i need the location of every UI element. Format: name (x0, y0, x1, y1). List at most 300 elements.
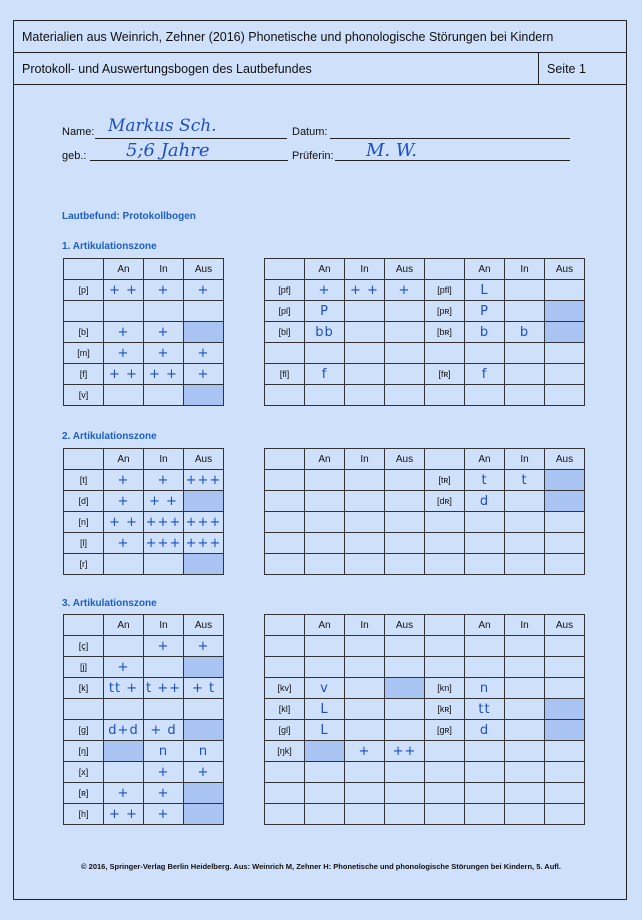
handwritten-mark: +++ (145, 514, 182, 530)
table-row (64, 301, 224, 322)
result-cell[interactable] (545, 636, 585, 657)
result-cell[interactable] (545, 512, 585, 533)
result-cell[interactable] (545, 301, 585, 322)
header-blank (265, 615, 305, 636)
result-cell[interactable] (465, 783, 505, 804)
table-row (265, 741, 585, 762)
handwritten-mark: n (158, 743, 169, 759)
result-cell[interactable] (505, 533, 545, 554)
sound-label: [fl] (265, 364, 305, 385)
handwritten-mark: + (117, 345, 130, 361)
result-cell[interactable] (385, 762, 425, 783)
header-row (265, 449, 585, 470)
result-cell[interactable] (184, 554, 224, 575)
sound-label: [h] (64, 804, 104, 825)
sound-label (265, 657, 305, 678)
result-cell[interactable] (345, 699, 385, 720)
result-cell[interactable] (545, 470, 585, 491)
result-cell[interactable] (184, 783, 224, 804)
handwritten-mark: + (197, 345, 210, 361)
result-cell[interactable] (305, 385, 345, 406)
handwritten-mark: d (479, 493, 490, 509)
result-cell[interactable] (305, 657, 345, 678)
result-cell[interactable] (305, 741, 345, 762)
result-cell[interactable] (104, 678, 144, 699)
handwritten-mark: + (157, 282, 170, 298)
result-cell[interactable] (505, 343, 545, 364)
handwritten-mark: + (157, 806, 170, 822)
result-cell[interactable] (104, 657, 144, 678)
age-value[interactable]: 5;6 Jahre (126, 140, 210, 161)
result-cell[interactable] (545, 783, 585, 804)
result-cell[interactable] (465, 554, 505, 575)
table-row (265, 343, 585, 364)
handwritten-mark: + + (109, 282, 138, 298)
result-cell[interactable] (545, 554, 585, 575)
handwritten-mark: + (157, 345, 170, 361)
column-header: In (505, 615, 545, 636)
result-cell[interactable] (505, 491, 545, 512)
handwritten-mark: + (197, 282, 210, 298)
result-cell[interactable] (184, 636, 224, 657)
sound-label: [t] (64, 470, 104, 491)
result-cell[interactable] (505, 364, 545, 385)
header-blank (425, 449, 465, 470)
result-cell[interactable] (104, 533, 144, 554)
result-cell[interactable] (505, 741, 545, 762)
result-cell[interactable] (545, 533, 585, 554)
result-cell[interactable] (545, 741, 585, 762)
result-cell[interactable] (305, 720, 345, 741)
sound-label: [kn] (425, 678, 465, 699)
result-cell[interactable] (184, 699, 224, 720)
table-row (265, 783, 585, 804)
result-cell[interactable] (505, 762, 545, 783)
header-blank (425, 615, 465, 636)
table-row (64, 636, 224, 657)
result-cell[interactable] (465, 678, 505, 699)
result-cell[interactable] (345, 491, 385, 512)
result-cell[interactable] (465, 512, 505, 533)
result-cell[interactable] (144, 385, 184, 406)
result-cell[interactable] (345, 554, 385, 575)
handwritten-mark: ++ (392, 743, 417, 759)
result-cell[interactable] (104, 280, 144, 301)
table-row (265, 322, 585, 343)
result-cell[interactable] (545, 385, 585, 406)
sound-label (64, 301, 104, 322)
handwritten-mark: + (398, 282, 411, 298)
column-header: Aus (545, 615, 585, 636)
handwritten-mark: + (117, 472, 130, 488)
result-cell[interactable] (184, 762, 224, 783)
sound-label: [m] (64, 343, 104, 364)
result-cell[interactable] (345, 301, 385, 322)
result-cell[interactable] (345, 385, 385, 406)
result-cell[interactable] (345, 364, 385, 385)
result-cell[interactable] (184, 657, 224, 678)
handwritten-mark: + (117, 659, 130, 675)
result-cell[interactable] (345, 280, 385, 301)
column-header: Aus (385, 259, 425, 280)
result-cell[interactable] (385, 301, 425, 322)
sound-label: [bl] (265, 322, 305, 343)
handwritten-mark: + d (150, 722, 177, 738)
column-header: An (104, 449, 144, 470)
name-value[interactable]: Markus Sch. (108, 116, 217, 136)
name-line (95, 138, 287, 139)
result-cell[interactable] (144, 554, 184, 575)
result-cell[interactable] (505, 720, 545, 741)
header-blank (64, 615, 104, 636)
table-row (64, 720, 224, 741)
sound-label: [g] (64, 720, 104, 741)
result-cell[interactable] (144, 699, 184, 720)
sound-label (265, 533, 305, 554)
header-blank (425, 259, 465, 280)
result-cell[interactable] (184, 470, 224, 491)
result-cell[interactable] (104, 741, 144, 762)
column-header: Aus (385, 615, 425, 636)
result-cell[interactable] (184, 280, 224, 301)
result-cell[interactable] (184, 301, 224, 322)
handwritten-mark: + (157, 472, 170, 488)
column-header: Aus (184, 615, 224, 636)
result-cell[interactable] (104, 636, 144, 657)
handwritten-mark: v (320, 680, 329, 696)
result-cell[interactable] (385, 699, 425, 720)
table-row (265, 636, 585, 657)
result-cell[interactable] (385, 678, 425, 699)
table-row (265, 385, 585, 406)
result-cell[interactable] (305, 322, 345, 343)
result-cell[interactable] (465, 533, 505, 554)
sound-label: [j] (64, 657, 104, 678)
result-cell[interactable] (144, 280, 184, 301)
result-cell[interactable] (104, 804, 144, 825)
result-cell[interactable] (345, 783, 385, 804)
result-cell[interactable] (385, 636, 425, 657)
result-cell[interactable] (184, 491, 224, 512)
result-cell[interactable] (104, 470, 144, 491)
handwritten-mark: + (197, 638, 210, 654)
column-header: An (465, 615, 505, 636)
sound-label (265, 554, 305, 575)
sound-label: [b] (64, 322, 104, 343)
result-cell[interactable] (144, 470, 184, 491)
result-cell[interactable] (345, 720, 385, 741)
sound-label (425, 385, 465, 406)
result-cell[interactable] (345, 533, 385, 554)
table-row (265, 657, 585, 678)
result-cell[interactable] (465, 741, 505, 762)
result-cell[interactable] (385, 491, 425, 512)
handwritten-mark: t ++ (145, 680, 181, 696)
table-row (64, 491, 224, 512)
handwritten-mark: b (479, 324, 490, 340)
result-cell[interactable] (184, 741, 224, 762)
result-cell[interactable] (345, 741, 385, 762)
result-cell[interactable] (184, 343, 224, 364)
result-cell[interactable] (385, 657, 425, 678)
result-cell[interactable] (104, 301, 144, 322)
header-blank (265, 449, 305, 470)
result-cell[interactable] (104, 762, 144, 783)
handwritten-mark: f (321, 366, 328, 382)
result-cell[interactable] (385, 554, 425, 575)
result-cell[interactable] (144, 741, 184, 762)
table-row (64, 554, 224, 575)
result-cell[interactable] (184, 720, 224, 741)
result-cell[interactable] (385, 280, 425, 301)
result-cell[interactable] (305, 783, 345, 804)
result-cell[interactable] (505, 280, 545, 301)
result-cell[interactable] (385, 322, 425, 343)
copyright-footer: © 2016, Springer-Verlag Berlin Heidelberg. Aus: Weinrich M, Zehner H: Phonetische und phonologische Störungen bei Kindern, 5. Aufl. (81, 862, 561, 871)
result-cell[interactable] (305, 301, 345, 322)
sound-label (425, 636, 465, 657)
result-cell[interactable] (345, 322, 385, 343)
result-cell[interactable] (465, 720, 505, 741)
handwritten-mark: P (320, 303, 329, 319)
result-cell[interactable] (465, 280, 505, 301)
result-cell[interactable] (505, 470, 545, 491)
result-cell[interactable] (465, 699, 505, 720)
result-cell[interactable] (545, 491, 585, 512)
table-row (265, 512, 585, 533)
result-cell[interactable] (385, 343, 425, 364)
result-cell[interactable] (104, 783, 144, 804)
sound-label (265, 385, 305, 406)
result-cell[interactable] (505, 554, 545, 575)
sound-label (265, 636, 305, 657)
date-label: Datum: (292, 126, 328, 138)
result-cell[interactable] (385, 364, 425, 385)
result-cell[interactable] (385, 533, 425, 554)
result-cell[interactable] (385, 741, 425, 762)
table-row (64, 385, 224, 406)
result-cell[interactable] (505, 783, 545, 804)
result-cell[interactable] (545, 762, 585, 783)
handwritten-mark: + (197, 366, 210, 382)
result-cell[interactable] (305, 678, 345, 699)
result-cell[interactable] (505, 385, 545, 406)
result-cell[interactable] (144, 301, 184, 322)
result-cell[interactable] (104, 554, 144, 575)
result-cell[interactable] (104, 364, 144, 385)
sound-label (265, 343, 305, 364)
result-cell[interactable] (345, 470, 385, 491)
result-cell[interactable] (104, 385, 144, 406)
sound-label: [pf] (265, 280, 305, 301)
header-blank (64, 259, 104, 280)
result-cell[interactable] (305, 804, 345, 825)
result-cell[interactable] (345, 657, 385, 678)
result-cell[interactable] (345, 343, 385, 364)
result-cell[interactable] (144, 762, 184, 783)
result-cell[interactable] (505, 678, 545, 699)
result-cell[interactable] (545, 804, 585, 825)
section-title: Lautbefund: Protokollbogen (62, 211, 196, 222)
result-cell[interactable] (144, 533, 184, 554)
result-cell[interactable] (505, 699, 545, 720)
result-cell[interactable] (505, 322, 545, 343)
page-number: Seite 1 (538, 53, 626, 84)
result-cell[interactable] (505, 804, 545, 825)
result-cell[interactable] (545, 657, 585, 678)
handwritten-mark: + + (149, 493, 178, 509)
sound-label (265, 512, 305, 533)
result-cell[interactable] (104, 699, 144, 720)
result-cell[interactable] (465, 301, 505, 322)
result-cell[interactable] (505, 657, 545, 678)
result-cell[interactable] (144, 322, 184, 343)
result-cell[interactable] (545, 343, 585, 364)
subtitle-row (14, 53, 626, 85)
result-cell[interactable] (545, 280, 585, 301)
result-cell[interactable] (385, 720, 425, 741)
table-row (64, 364, 224, 385)
examiner-value[interactable]: M. W. (366, 140, 417, 161)
header-blank (64, 449, 104, 470)
table-row (265, 720, 585, 741)
result-cell[interactable] (144, 491, 184, 512)
result-cell[interactable] (144, 720, 184, 741)
sound-label (265, 491, 305, 512)
sound-label (425, 741, 465, 762)
result-cell[interactable] (545, 678, 585, 699)
date-line (330, 138, 570, 139)
result-cell[interactable] (104, 343, 144, 364)
column-header: In (144, 259, 184, 280)
document-title: Materialien aus Weinrich, Zehner (2016) Phonetische und phonologische Störungen bei Kindern (14, 21, 626, 53)
result-cell[interactable] (305, 636, 345, 657)
result-cell[interactable] (305, 343, 345, 364)
result-cell[interactable] (184, 322, 224, 343)
table-row (265, 491, 585, 512)
result-cell[interactable] (305, 491, 345, 512)
result-cell[interactable] (345, 678, 385, 699)
result-cell[interactable] (465, 385, 505, 406)
result-cell[interactable] (305, 512, 345, 533)
result-cell[interactable] (465, 657, 505, 678)
table-row (265, 804, 585, 825)
result-cell[interactable] (465, 762, 505, 783)
result-cell[interactable] (545, 364, 585, 385)
handwritten-mark: b (519, 324, 530, 340)
result-cell[interactable] (345, 804, 385, 825)
column-header: Aus (184, 449, 224, 470)
result-cell[interactable] (305, 699, 345, 720)
handwritten-mark: + + (149, 366, 178, 382)
result-cell[interactable] (305, 364, 345, 385)
result-cell[interactable] (104, 512, 144, 533)
result-cell[interactable] (305, 470, 345, 491)
result-cell[interactable] (305, 280, 345, 301)
sound-label (425, 343, 465, 364)
header-row (64, 615, 224, 636)
result-cell[interactable] (184, 385, 224, 406)
table-row (265, 301, 585, 322)
result-cell[interactable] (345, 762, 385, 783)
result-cell[interactable] (385, 470, 425, 491)
result-cell[interactable] (184, 678, 224, 699)
handwritten-mark: t (481, 472, 488, 488)
result-cell[interactable] (144, 512, 184, 533)
result-cell[interactable] (545, 322, 585, 343)
sound-label (425, 762, 465, 783)
zone-3-title: 3. Artikulationszone (62, 598, 157, 609)
result-cell[interactable] (144, 783, 184, 804)
result-cell[interactable] (385, 783, 425, 804)
result-cell[interactable] (465, 322, 505, 343)
table-row (265, 554, 585, 575)
result-cell[interactable] (465, 343, 505, 364)
result-cell[interactable] (104, 720, 144, 741)
zone-1-title: 1. Artikulationszone (62, 241, 157, 252)
result-cell[interactable] (385, 804, 425, 825)
zone-1-table-single (63, 258, 224, 406)
handwritten-mark: + (318, 282, 331, 298)
result-cell[interactable] (305, 762, 345, 783)
result-cell[interactable] (385, 512, 425, 533)
result-cell[interactable] (184, 804, 224, 825)
result-cell[interactable] (144, 657, 184, 678)
name-label: Name: (62, 126, 95, 138)
result-cell[interactable] (465, 804, 505, 825)
result-cell[interactable] (505, 636, 545, 657)
handwritten-mark: + (117, 324, 130, 340)
handwritten-mark: f (481, 366, 488, 382)
handwritten-mark: P (480, 303, 489, 319)
sound-label: [pl] (265, 301, 305, 322)
handwritten-mark: + t (191, 680, 216, 696)
sound-label: [f] (64, 364, 104, 385)
form-subtitle: Protokoll- und Auswertungsbogen des Lautbefundes (22, 62, 312, 76)
result-cell[interactable] (305, 533, 345, 554)
result-cell[interactable] (144, 343, 184, 364)
result-cell[interactable] (144, 804, 184, 825)
result-cell[interactable] (144, 678, 184, 699)
result-cell[interactable] (184, 533, 224, 554)
zone-3-table-single (63, 614, 224, 825)
result-cell[interactable] (345, 512, 385, 533)
result-cell[interactable] (465, 364, 505, 385)
result-cell[interactable] (465, 470, 505, 491)
result-cell[interactable] (184, 364, 224, 385)
column-header: In (505, 449, 545, 470)
sound-label: [gl] (265, 720, 305, 741)
result-cell[interactable] (184, 512, 224, 533)
result-cell[interactable] (505, 512, 545, 533)
result-cell[interactable] (505, 301, 545, 322)
result-cell[interactable] (104, 491, 144, 512)
result-cell[interactable] (385, 385, 425, 406)
result-cell[interactable] (305, 554, 345, 575)
result-cell[interactable] (144, 636, 184, 657)
result-cell[interactable] (545, 720, 585, 741)
result-cell[interactable] (465, 636, 505, 657)
zone-2-title: 2. Artikulationszone (62, 431, 157, 442)
result-cell[interactable] (465, 491, 505, 512)
handwritten-mark: + (117, 493, 130, 509)
result-cell[interactable] (345, 636, 385, 657)
result-cell[interactable] (545, 699, 585, 720)
column-header: In (345, 449, 385, 470)
result-cell[interactable] (104, 322, 144, 343)
handwritten-mark: d (479, 722, 490, 738)
result-cell[interactable] (144, 364, 184, 385)
